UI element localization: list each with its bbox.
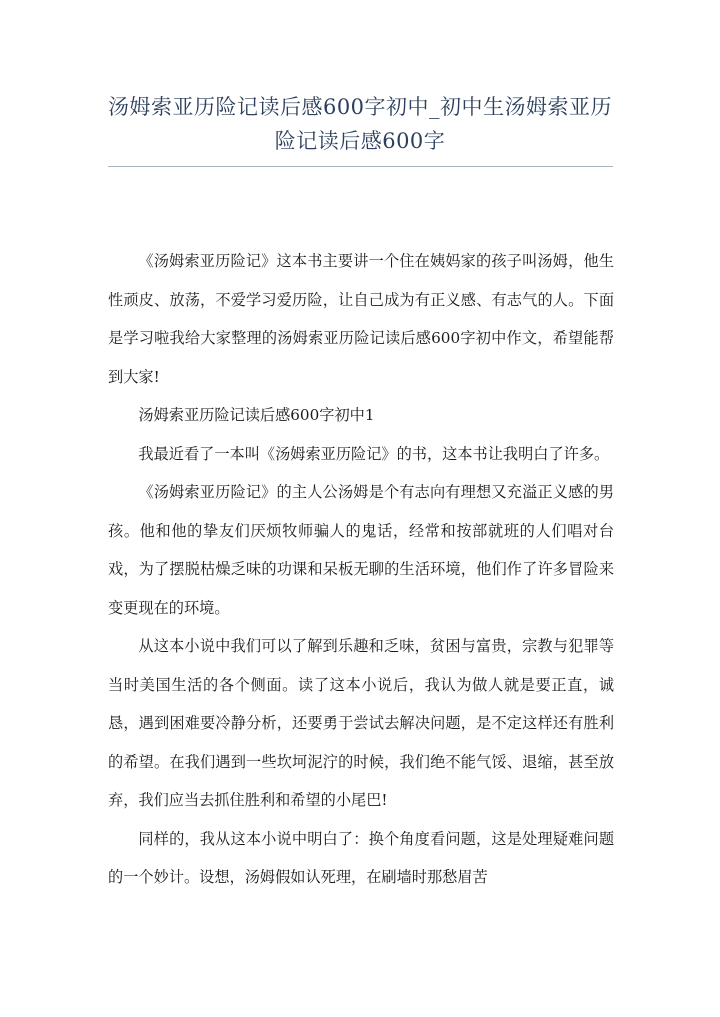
body-paragraph: 同样的，我从这本小说中明白了：换个角度看问题，这是处理疑难问题的一个妙计。设想，汤姆假如认死理，在刷墙时那愁眉苦: [108, 829, 614, 886]
essay-heading: 汤姆索亚历险记读后感600字初中1: [138, 406, 375, 424]
body-paragraph: 《汤姆索亚历险记》的主人公汤姆是个有志向有理想又充溢正义感的男孩。他和他的挚友们厌烦牧师骗人的鬼话，经常和按部就班的人们唱对台戏，为了摆脱枯燥乏味的功课和呆板无聊的生活环境，他们作了许多冒险来变更现在的环境。: [108, 483, 614, 617]
body-paragraph: 我最近看了一本叫《汤姆索亚历险记》的书，这本书让我明白了许多。: [138, 444, 610, 463]
body-paragraph: 从这本小说中我们可以了解到乐趣和乏味，贫困与富贵，宗教与犯罪等当时美国生活的各个侧面。读了这本小说后，我认为做人就是要正直，诚恳，遇到困难要冷静分析，还要勇于尝试去解决问题，是不定这样还有胜利的希望。在我们遇到一些坎坷泥泞的时候，我们绝不能气馁、退缩，甚至放弃，我们应当去抓住胜利和希望的小尾巴!: [108, 637, 614, 809]
document-body: [108, 242, 614, 897]
intro-paragraph: 《汤姆索亚历险记》这本书主要讲一个住在姨妈家的孩子叫汤姆，他生性顽皮、放荡，不爱学习爱历险，让自己成为有正义感、有志气的人。下面是学习啦我给大家整理的汤姆索亚历险记读后感600字初中作文，希望能帮到大家!: [108, 252, 614, 386]
title-divider: [108, 166, 613, 167]
document-title: 汤姆索亚历险记读后感600字初中_初中生汤姆索亚历险记读后感600字: [107, 95, 613, 153]
